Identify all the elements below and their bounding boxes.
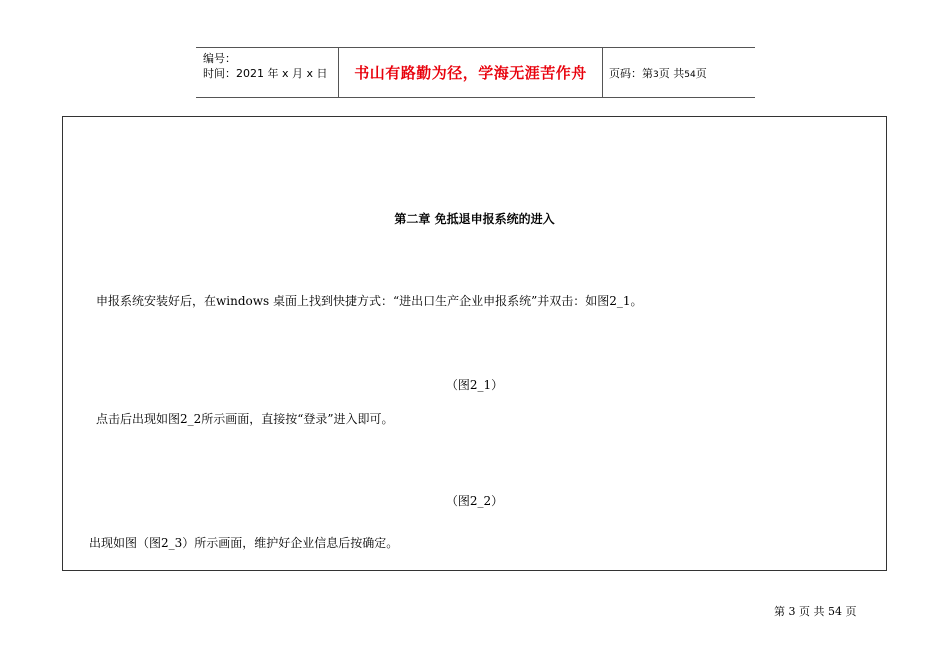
serial-number-label: 编号： (203, 52, 236, 65)
paragraph-install: 申报系统安装好后，在windows 桌面上找到快捷方式：“进出口生产企业申报系统”并双击：如图2_1。 (96, 294, 643, 308)
page-code-suffix: 页 (695, 67, 707, 80)
figure-caption-2-2: （图2_2） (445, 494, 504, 508)
paragraph-company-info: 出现如图（图2_3）所示画面，维护好企业信息后按确定。 (89, 536, 399, 550)
header-meta (203, 51, 328, 81)
header-motto: 书山有路勤为径，学海无涯苦作舟 (354, 64, 587, 82)
page-header (196, 47, 755, 98)
page-code-mid: 页 共 (658, 67, 685, 80)
date-label: 时间：2021 年 x 月 x 日 (203, 67, 328, 80)
chapter-title: 第二章 免抵退申报系统的进入 (394, 212, 555, 226)
header-divider-right (602, 48, 603, 97)
document-content-frame (62, 116, 887, 571)
figure-caption-2-1: （图2_1） (445, 378, 504, 392)
header-page-code (609, 65, 707, 81)
page-total-number: 54 (684, 70, 696, 80)
paragraph-login: 点击后出现如图2_2所示画面，直接按“登录”进入即可。 (96, 412, 394, 426)
page-current-number: 3 (653, 70, 659, 80)
page-code-prefix: 页码：第 (609, 67, 653, 80)
page-footer-number: 第 3 页 共 54 页 (774, 605, 857, 618)
